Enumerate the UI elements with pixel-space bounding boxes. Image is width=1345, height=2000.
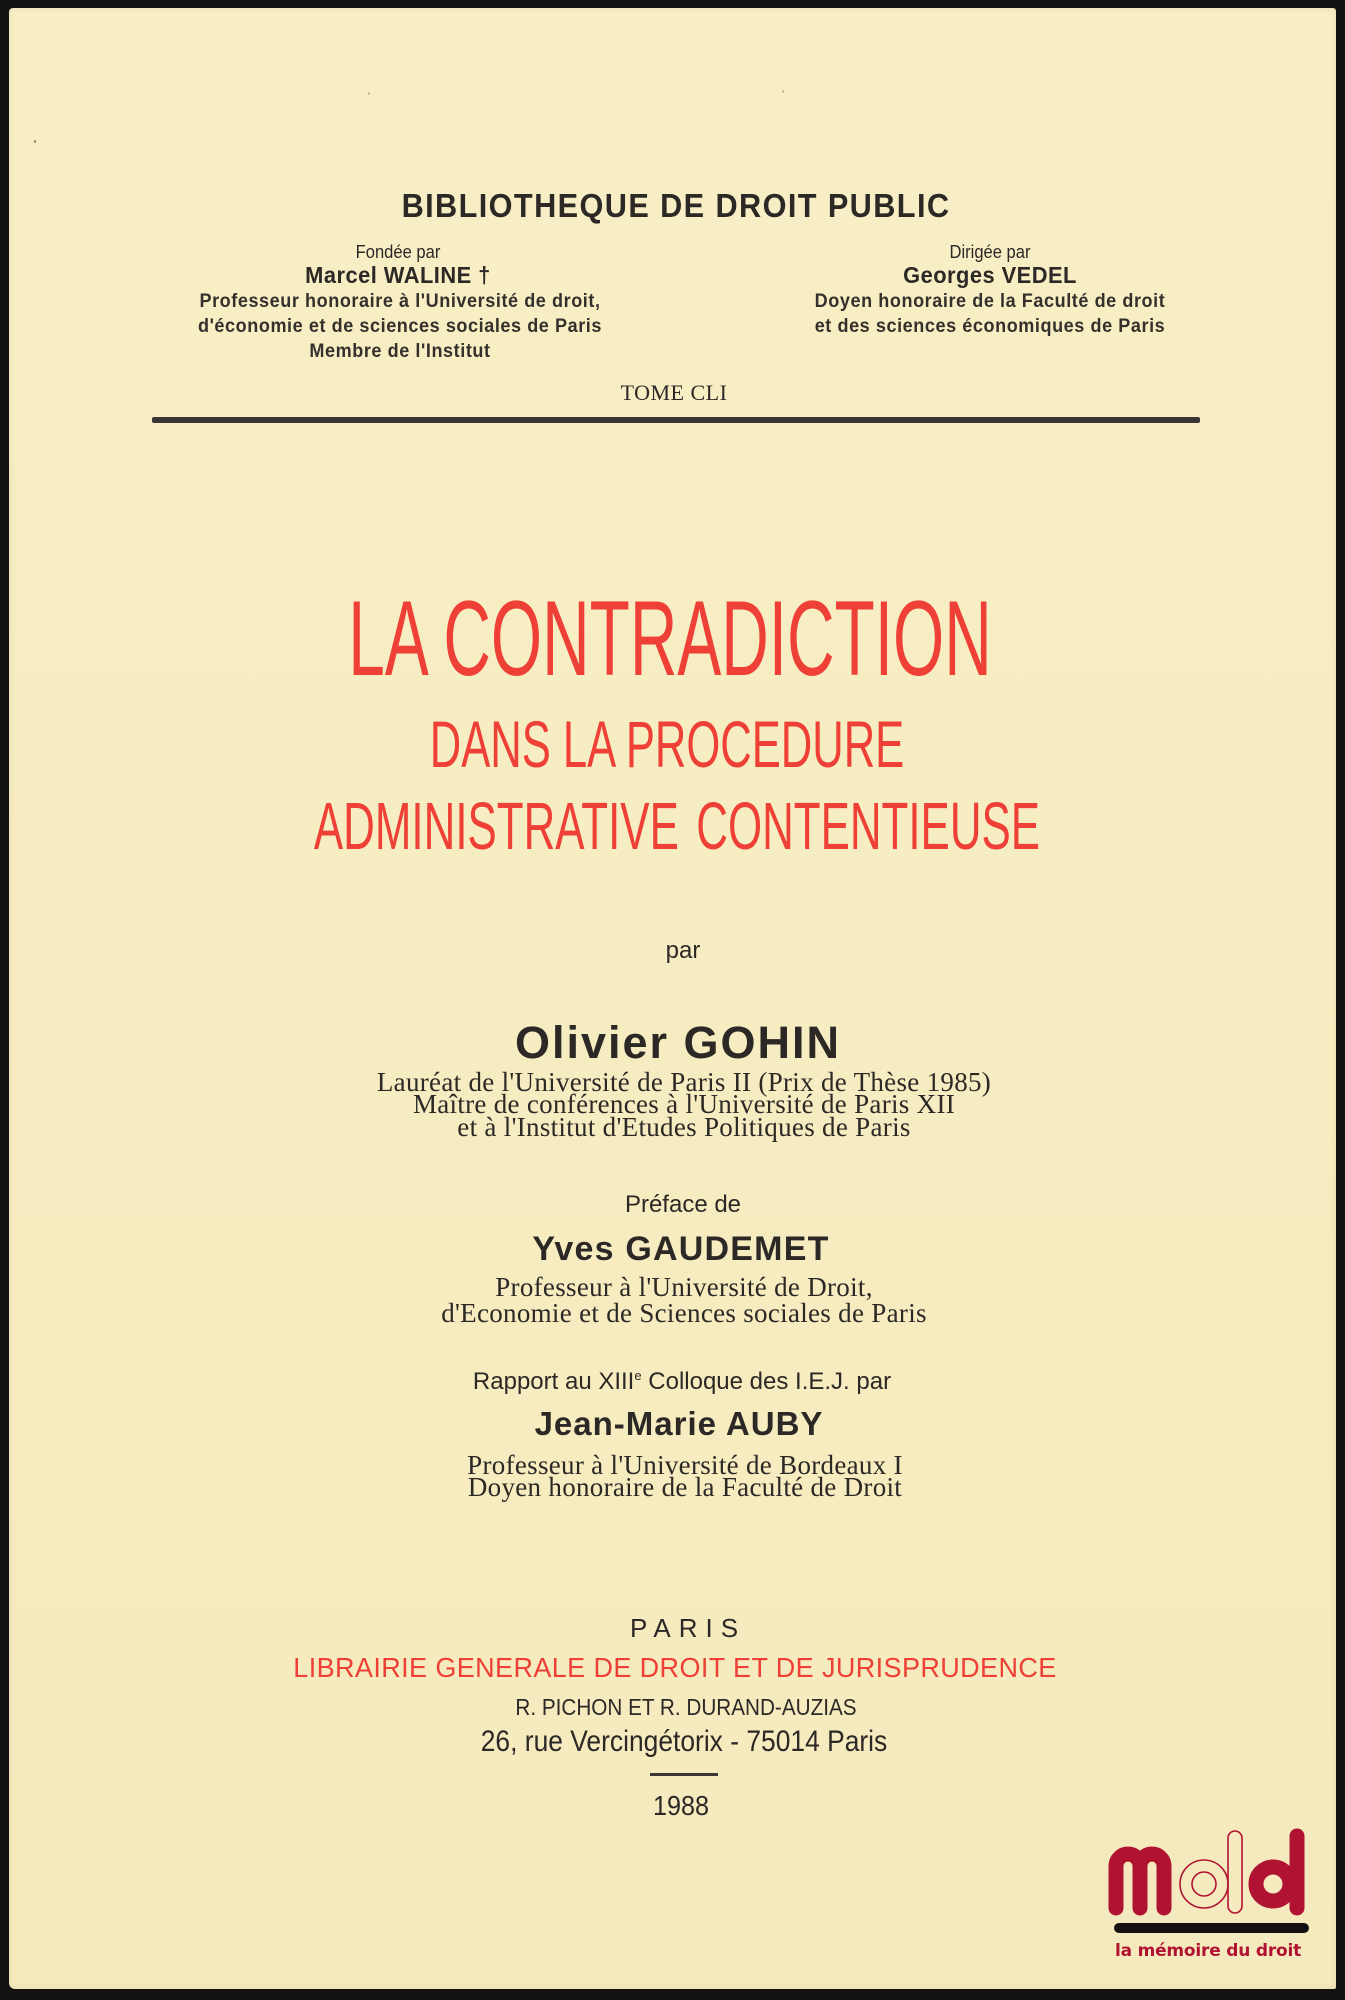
founder-name: Marcel WALINE †: [305, 262, 491, 288]
publisher-address: 26, rue Vercingétorix - 75014 Paris: [480, 1725, 888, 1758]
director-line: et des sciences économiques de Paris: [814, 316, 1166, 337]
report-label-pre: Rapport au XIII: [472, 1368, 635, 1395]
publisher-name: LIBRAIRIE GENERALE DE DROIT ET DE JURISPRUDENCE: [293, 1652, 1057, 1683]
author-credential: Lauréat de l'Université de Paris II (Prix de Thèse 1985): [376, 1067, 992, 1097]
report-label: [382, 1370, 982, 1394]
author-name: Olivier GOHIN: [514, 1017, 842, 1068]
preface-author-name: Yves GAUDEMET: [532, 1230, 830, 1268]
report-author-name: Jean-Marie AUBY: [534, 1405, 824, 1442]
volume-number: TOME CLI: [620, 380, 728, 405]
report-author-credential: Professeur à l'Université de Bordeaux I: [467, 1450, 903, 1480]
director-label: Dirigée par: [949, 242, 1031, 262]
founder-line: Membre de l'Institut: [309, 341, 491, 362]
publisher-owners: R. PICHON ET R. DURAND-AUZIAS: [515, 1694, 857, 1720]
author-credential: Maître de conférences à l'Université de Paris XII: [412, 1089, 956, 1119]
publisher-city: PARIS: [629, 1613, 747, 1643]
book-title-main: LA CONTRADICTION: [348, 578, 992, 698]
by-label: par: [665, 937, 701, 964]
paper-speck: [34, 140, 36, 143]
paper-speck: [782, 90, 784, 93]
logo-underline-bar: [1114, 1923, 1309, 1933]
preface-author-credential: Professeur à l'Université de Droit,: [495, 1272, 873, 1302]
report-label-post: Colloque des I.E.J. par: [641, 1368, 892, 1395]
publication-year: 1988: [652, 1790, 710, 1821]
director-name: Georges VEDEL: [903, 262, 1077, 288]
header-divider: [152, 417, 1200, 423]
paper-speck: [368, 92, 370, 95]
author-credential: et à l'Institut d'Etudes Politiques de Paris: [457, 1112, 911, 1142]
founder-line: Professeur honoraire à l'Université de droit,: [199, 291, 601, 312]
director-line: Doyen honoraire de la Faculté de droit: [814, 291, 1166, 312]
series-title: BIBLIOTHEQUE DE DROIT PUBLIC: [401, 187, 951, 224]
preface-label: Préface de: [624, 1191, 742, 1218]
book-subtitle-line-2: ADMINISTRATIVE CONTENTIEUSE: [313, 789, 1041, 864]
founder-label: Fondée par: [355, 242, 441, 262]
report-label-superscript: e: [634, 1368, 642, 1383]
founder-line: d'économie et de sciences sociales de Paris: [197, 316, 603, 337]
mdd-logo: [1108, 1826, 1318, 1976]
report-author-credential: Doyen honoraire de la Faculté de Droit: [467, 1472, 903, 1502]
preface-author-credential: d'Economie et de Sciences sociales de Paris: [441, 1298, 927, 1328]
footer-divider: [650, 1773, 718, 1776]
book-subtitle-line-1: DANS LA PROCEDURE: [429, 707, 905, 781]
mdd-logo-mark-icon: [1108, 1826, 1318, 1918]
logo-tagline: la mémoire du droit: [1114, 1941, 1302, 1961]
